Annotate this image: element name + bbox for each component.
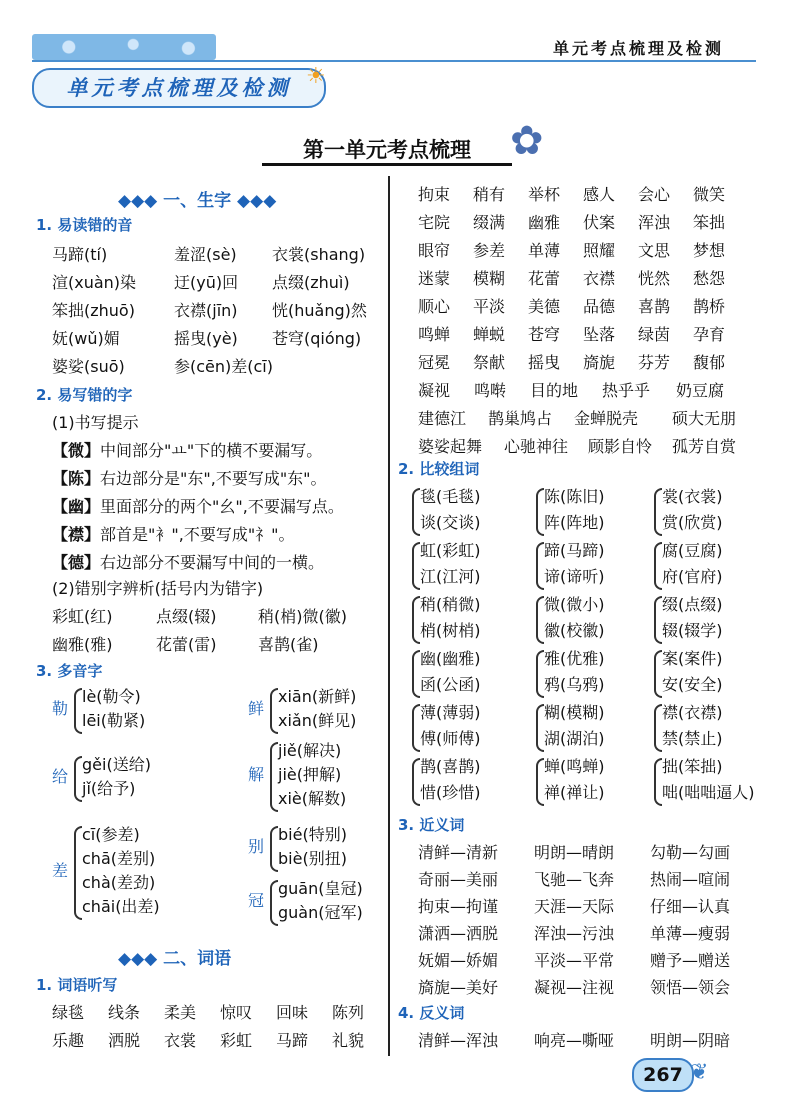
tip-text: 右边部分是"东",不要写成"东"。 (100, 469, 327, 488)
synonym-pair: 潇洒—洒脱 (418, 924, 499, 943)
antonym-pair: 明朗—阴暗 (650, 1031, 731, 1050)
tip-char: 【微】 (52, 441, 101, 460)
dictation-word: 花蕾 (528, 269, 561, 288)
dictation-word: 乐趣 (52, 1031, 85, 1050)
brace (74, 756, 82, 802)
dictation-word: 单薄 (528, 241, 561, 260)
dictation-word: 孤芳自赏 (672, 437, 737, 456)
dictation-word: 热乎乎 (602, 381, 651, 400)
brace (74, 826, 82, 920)
compare-item: 咄(咄咄逼人) (662, 783, 755, 802)
brace (412, 650, 420, 698)
brace (536, 542, 544, 590)
polyphonic-reading: cī(参差) (82, 825, 140, 844)
page-number: 267 (632, 1058, 694, 1092)
dictation-word: 鹊桥 (693, 297, 726, 316)
dictation-word: 线条 (108, 1003, 141, 1022)
dictation-word: 彩虹 (220, 1031, 253, 1050)
compare-item: 蝉(鸣蝉) (544, 757, 605, 776)
wrong-char-item: 幽雅(雅) (52, 635, 113, 654)
polyphonic-char: 解 (248, 765, 265, 784)
wrong-char-item: 花蕾(雷) (156, 635, 217, 654)
polyphonic-char: 鲜 (248, 699, 265, 718)
pronunciation-item: 恍(huǎng)然 (272, 301, 367, 320)
dictation-word: 奶豆腐 (676, 381, 725, 400)
dictation-word: 平淡 (473, 297, 506, 316)
compare-item: 禅(禅让) (544, 783, 605, 802)
swirl-icon: ❦ (690, 1060, 709, 1085)
dictation-word: 微笑 (693, 185, 726, 204)
wrong-char-item: 点缀(辍) (156, 607, 217, 626)
tip-text: 里面部分的两个"幺",不要漏写点。 (100, 497, 344, 516)
compare-item: 微(微小) (544, 595, 605, 614)
compare-item: 鸦(乌鸦) (544, 675, 605, 694)
brace (536, 488, 544, 536)
polyphonic-reading: biè(别扭) (278, 849, 347, 868)
compare-item: 鹊(喜鹊) (420, 757, 481, 776)
compare-item: 江(江河) (420, 567, 481, 586)
compare-item: 拙(笨拙) (662, 757, 723, 776)
dictation-word: 金蝉脱壳 (574, 409, 639, 428)
dictation-word: 喜鹊 (638, 297, 671, 316)
writing-tip (52, 466, 327, 489)
brace (412, 596, 420, 644)
tip-text: 右边部分不要漏写中间的一横。 (100, 553, 325, 572)
compare-item: 傅(师傅) (420, 729, 481, 748)
polyphonic-reading: chā(差别) (82, 849, 156, 868)
subheading-polyphonic: 3. 多音字 (36, 662, 103, 680)
synonym-pair: 勾勒—勾画 (650, 843, 731, 862)
dictation-word: 鹊巢鸠占 (488, 409, 553, 428)
writing-tip-label: (1)书写提示 (52, 413, 139, 432)
pronunciation-item: 点缀(zhuì) (272, 273, 350, 292)
writing-tip (52, 550, 324, 573)
polyphonic-char: 别 (248, 837, 265, 856)
dictation-word: 绿毯 (52, 1003, 85, 1022)
writing-tip (52, 522, 295, 545)
writing-tip (52, 438, 322, 461)
compare-item: 梢(树梢) (420, 621, 481, 640)
dictation-word: 举杯 (528, 185, 561, 204)
dictation-word: 摇曳 (528, 353, 561, 372)
dictation-word: 照耀 (583, 241, 616, 260)
dictation-word: 幽雅 (528, 213, 561, 232)
header-rule (32, 60, 756, 62)
dictation-word: 鸣蝉 (418, 325, 451, 344)
synonym-pair: 明朗—晴朗 (534, 843, 615, 862)
pronunciation-item: 马蹄(tí) (52, 245, 108, 264)
tip-text: 中间部分"ㅛ"下的横不要漏写。 (100, 441, 323, 460)
compare-item: 陈(陈旧) (544, 487, 605, 506)
tip-char: 【陈】 (52, 469, 101, 488)
tip-text: 部首是"衤",不要写成"礻"。 (100, 525, 295, 544)
dictation-word: 顺心 (418, 297, 451, 316)
running-title: 单元考点梳理及检测 (552, 39, 724, 58)
subheading-dictation: 1. 词语听写 (36, 976, 118, 994)
dictation-word: 目的地 (530, 381, 579, 400)
polyphonic-char: 给 (52, 767, 69, 786)
brace (654, 704, 662, 752)
dictation-word: 旖旎 (583, 353, 616, 372)
dictation-word: 苍穹 (528, 325, 561, 344)
compare-item: 阵(阵地) (544, 513, 605, 532)
compare-item: 辍(辍学) (662, 621, 723, 640)
compare-item: 糊(模糊) (544, 703, 605, 722)
wrong-char-item: 彩虹(红) (52, 607, 113, 626)
compare-item: 安(安全) (662, 675, 723, 694)
compare-item: 蹄(马蹄) (544, 541, 605, 560)
pronunciation-item: 笨拙(zhuō) (52, 301, 135, 320)
dictation-word: 冠冕 (418, 353, 451, 372)
synonym-pair: 奇丽—美丽 (418, 870, 499, 889)
brace (654, 542, 662, 590)
pronunciation-item: 渲(xuàn)染 (52, 273, 137, 292)
compare-item: 裳(衣裳) (662, 487, 723, 506)
compare-item: 谈(交谈) (420, 513, 481, 532)
polyphonic-char: 勒 (52, 699, 69, 718)
pronunciation-item: 婆娑(suō) (52, 357, 125, 376)
dictation-word: 感人 (583, 185, 616, 204)
compare-item: 薄(薄弱) (420, 703, 481, 722)
subheading-compare: 2. 比较组词 (398, 460, 480, 478)
polyphonic-reading: jiè(押解) (278, 765, 342, 784)
synonym-pair: 清鲜—清新 (418, 843, 499, 862)
brace (536, 704, 544, 752)
pronunciation-item: 参(cēn)差(cī) (174, 357, 273, 376)
subheading-writing: 2. 易写错的字 (36, 386, 133, 404)
synonym-pair: 飞驰—飞奔 (534, 870, 615, 889)
title-underline (262, 163, 512, 166)
section-heading-characters: ◆◆◆ 一、生字 ◆◆◆ (118, 191, 277, 211)
brace (270, 688, 278, 734)
synonym-pair: 妩媚—娇媚 (418, 951, 499, 970)
dictation-word: 宅院 (418, 213, 451, 232)
compare-item: 案(案件) (662, 649, 723, 668)
polyphonic-reading: guàn(冠军) (278, 903, 363, 922)
dictation-word: 硕大无朋 (672, 409, 737, 428)
polyphonic-reading: jǐ(给予) (82, 779, 136, 798)
brace (270, 880, 278, 926)
dictation-word: 会心 (638, 185, 671, 204)
brace (412, 704, 420, 752)
sun-icon: ☀ (306, 64, 326, 89)
brace (270, 742, 278, 812)
synonym-pair: 天涯—天际 (534, 897, 615, 916)
dictation-word: 文思 (638, 241, 671, 260)
brace (536, 650, 544, 698)
synonym-pair: 赠予—赠送 (650, 951, 731, 970)
dictation-word: 笨拙 (693, 213, 726, 232)
polyphonic-reading: jiě(解决) (278, 741, 342, 760)
dictation-word: 惊叹 (220, 1003, 253, 1022)
polyphonic-reading: gěi(送给) (82, 755, 151, 774)
brace (654, 596, 662, 644)
dictation-word: 芬芳 (638, 353, 671, 372)
polyphonic-reading: lè(勒令) (82, 687, 141, 706)
dictation-word: 绿茵 (638, 325, 671, 344)
pronunciation-item: 摇曳(yè) (174, 329, 238, 348)
writing-tip (52, 494, 344, 517)
dictation-word: 坠落 (583, 325, 616, 344)
section-heading-words: ◆◆◆ 二、词语 (118, 949, 232, 969)
synonym-pair: 平淡—平常 (534, 951, 615, 970)
polyphonic-char: 差 (52, 861, 69, 880)
tip-char: 【幽】 (52, 497, 101, 516)
polyphonic-reading: bié(特别) (278, 825, 347, 844)
brace (412, 758, 420, 806)
polyphonic-char: 冠 (248, 891, 265, 910)
dictation-word: 鸣啭 (474, 381, 507, 400)
dictation-word: 回味 (276, 1003, 309, 1022)
compare-item: 幽(幽雅) (420, 649, 481, 668)
polyphonic-reading: lēi(勒紧) (82, 711, 146, 730)
dictation-word: 恍然 (638, 269, 671, 288)
brace (74, 688, 82, 734)
brace (536, 758, 544, 806)
compare-item: 徽(校徽) (544, 621, 605, 640)
dictation-word: 参差 (473, 241, 506, 260)
brace (654, 758, 662, 806)
synonym-pair: 仔细—认真 (650, 897, 731, 916)
brace (270, 826, 278, 872)
compare-item: 函(公函) (420, 675, 481, 694)
dictation-word: 礼貌 (332, 1031, 365, 1050)
compare-item: 禁(禁止) (662, 729, 723, 748)
pronunciation-item: 羞涩(sè) (174, 245, 237, 264)
synonym-pair: 单薄—瘦弱 (650, 924, 731, 943)
dictation-word: 馥郁 (693, 353, 726, 372)
dictation-word: 缀满 (473, 213, 506, 232)
synonym-pair: 凝视—注视 (534, 978, 615, 997)
polyphonic-reading: xiǎn(鲜见) (278, 711, 357, 730)
pronunciation-item: 苍穹(qióng) (272, 329, 362, 348)
dictation-word: 眼帘 (418, 241, 451, 260)
synonym-pair: 领悟—领会 (650, 978, 731, 997)
dictation-word: 婆娑起舞 (418, 437, 483, 456)
compare-item: 毯(毛毯) (420, 487, 481, 506)
brace (654, 488, 662, 536)
dictation-word: 衣襟 (583, 269, 616, 288)
dictation-word: 柔美 (164, 1003, 197, 1022)
compare-item: 虹(彩虹) (420, 541, 481, 560)
polyphonic-reading: xiān(新鲜) (278, 687, 357, 706)
polyphonic-reading: guān(皇冠) (278, 879, 363, 898)
column-divider (388, 176, 390, 1056)
polyphonic-reading: chà(差劲) (82, 873, 156, 892)
compare-item: 腐(豆腐) (662, 541, 723, 560)
dictation-word: 陈列 (332, 1003, 365, 1022)
dictation-word: 迷蒙 (418, 269, 451, 288)
compare-item: 湖(湖泊) (544, 729, 605, 748)
dictation-word: 品德 (583, 297, 616, 316)
dictation-word: 凝视 (418, 381, 451, 400)
dictation-word: 美德 (528, 297, 561, 316)
synonym-pair: 浑浊—污浊 (534, 924, 615, 943)
synonym-pair: 旖旎—美好 (418, 978, 499, 997)
dictation-word: 祭献 (473, 353, 506, 372)
compare-item: 稍(稍微) (420, 595, 481, 614)
compare-item: 府(官府) (662, 567, 723, 586)
wrong-char-label: (2)错别字辨析(括号内为错字) (52, 579, 264, 598)
pronunciation-item: 衣襟(jīn) (174, 301, 238, 320)
page-title: 第一单元考点梳理 (303, 138, 471, 162)
dictation-word: 稍有 (473, 185, 506, 204)
subheading-synonyms: 3. 近义词 (398, 816, 465, 834)
flower-icon: ✿ (510, 118, 544, 164)
antonym-pair: 响亮—嘶哑 (534, 1031, 615, 1050)
subheading-pronunciation: 1. 易读错的音 (36, 216, 133, 234)
compare-item: 赏(欣赏) (662, 513, 723, 532)
dictation-word: 蝉蜕 (473, 325, 506, 344)
dictation-word: 顾影自怜 (588, 437, 653, 456)
dictation-word: 马蹄 (276, 1031, 309, 1050)
dictation-word: 建德江 (418, 409, 467, 428)
pronunciation-item: 衣裳(shang) (272, 245, 366, 264)
dictation-word: 衣裳 (164, 1031, 197, 1050)
synonym-pair: 热闹—喧闹 (650, 870, 731, 889)
pronunciation-item: 妩(wǔ)媚 (52, 329, 120, 348)
wrong-char-item: 喜鹊(雀) (258, 635, 319, 654)
antonym-pair: 清鲜—浑浊 (418, 1031, 499, 1050)
tip-char: 【德】 (52, 553, 101, 572)
compare-item: 缀(点缀) (662, 595, 723, 614)
tip-char: 【襟】 (52, 525, 101, 544)
subheading-antonyms: 4. 反义词 (398, 1004, 465, 1022)
dictation-word: 心驰神往 (504, 437, 569, 456)
dictation-word: 孕育 (693, 325, 726, 344)
compare-item: 谛(谛听) (544, 567, 605, 586)
dictation-word: 愁怨 (693, 269, 726, 288)
section-banner: 单元考点梳理及检测 (32, 68, 326, 108)
synonym-pair: 拘束—拘谨 (418, 897, 499, 916)
brace (536, 596, 544, 644)
compare-item: 襟(衣襟) (662, 703, 723, 722)
header-decor-band (32, 34, 216, 60)
brace (412, 542, 420, 590)
pronunciation-item: 迂(yū)回 (174, 273, 239, 292)
polyphonic-reading: xiè(解数) (278, 789, 347, 808)
polyphonic-reading: chāi(出差) (82, 897, 160, 916)
dictation-word: 梦想 (693, 241, 726, 260)
brace (412, 488, 420, 536)
dictation-word: 浑浊 (638, 213, 671, 232)
dictation-word: 模糊 (473, 269, 506, 288)
dictation-word: 拘束 (418, 185, 451, 204)
dictation-word: 洒脱 (108, 1031, 141, 1050)
compare-item: 雅(优雅) (544, 649, 605, 668)
wrong-char-item: 稍(梢)微(徽) (258, 607, 347, 626)
compare-item: 惜(珍惜) (420, 783, 481, 802)
dictation-word: 伏案 (583, 213, 616, 232)
brace (654, 650, 662, 698)
